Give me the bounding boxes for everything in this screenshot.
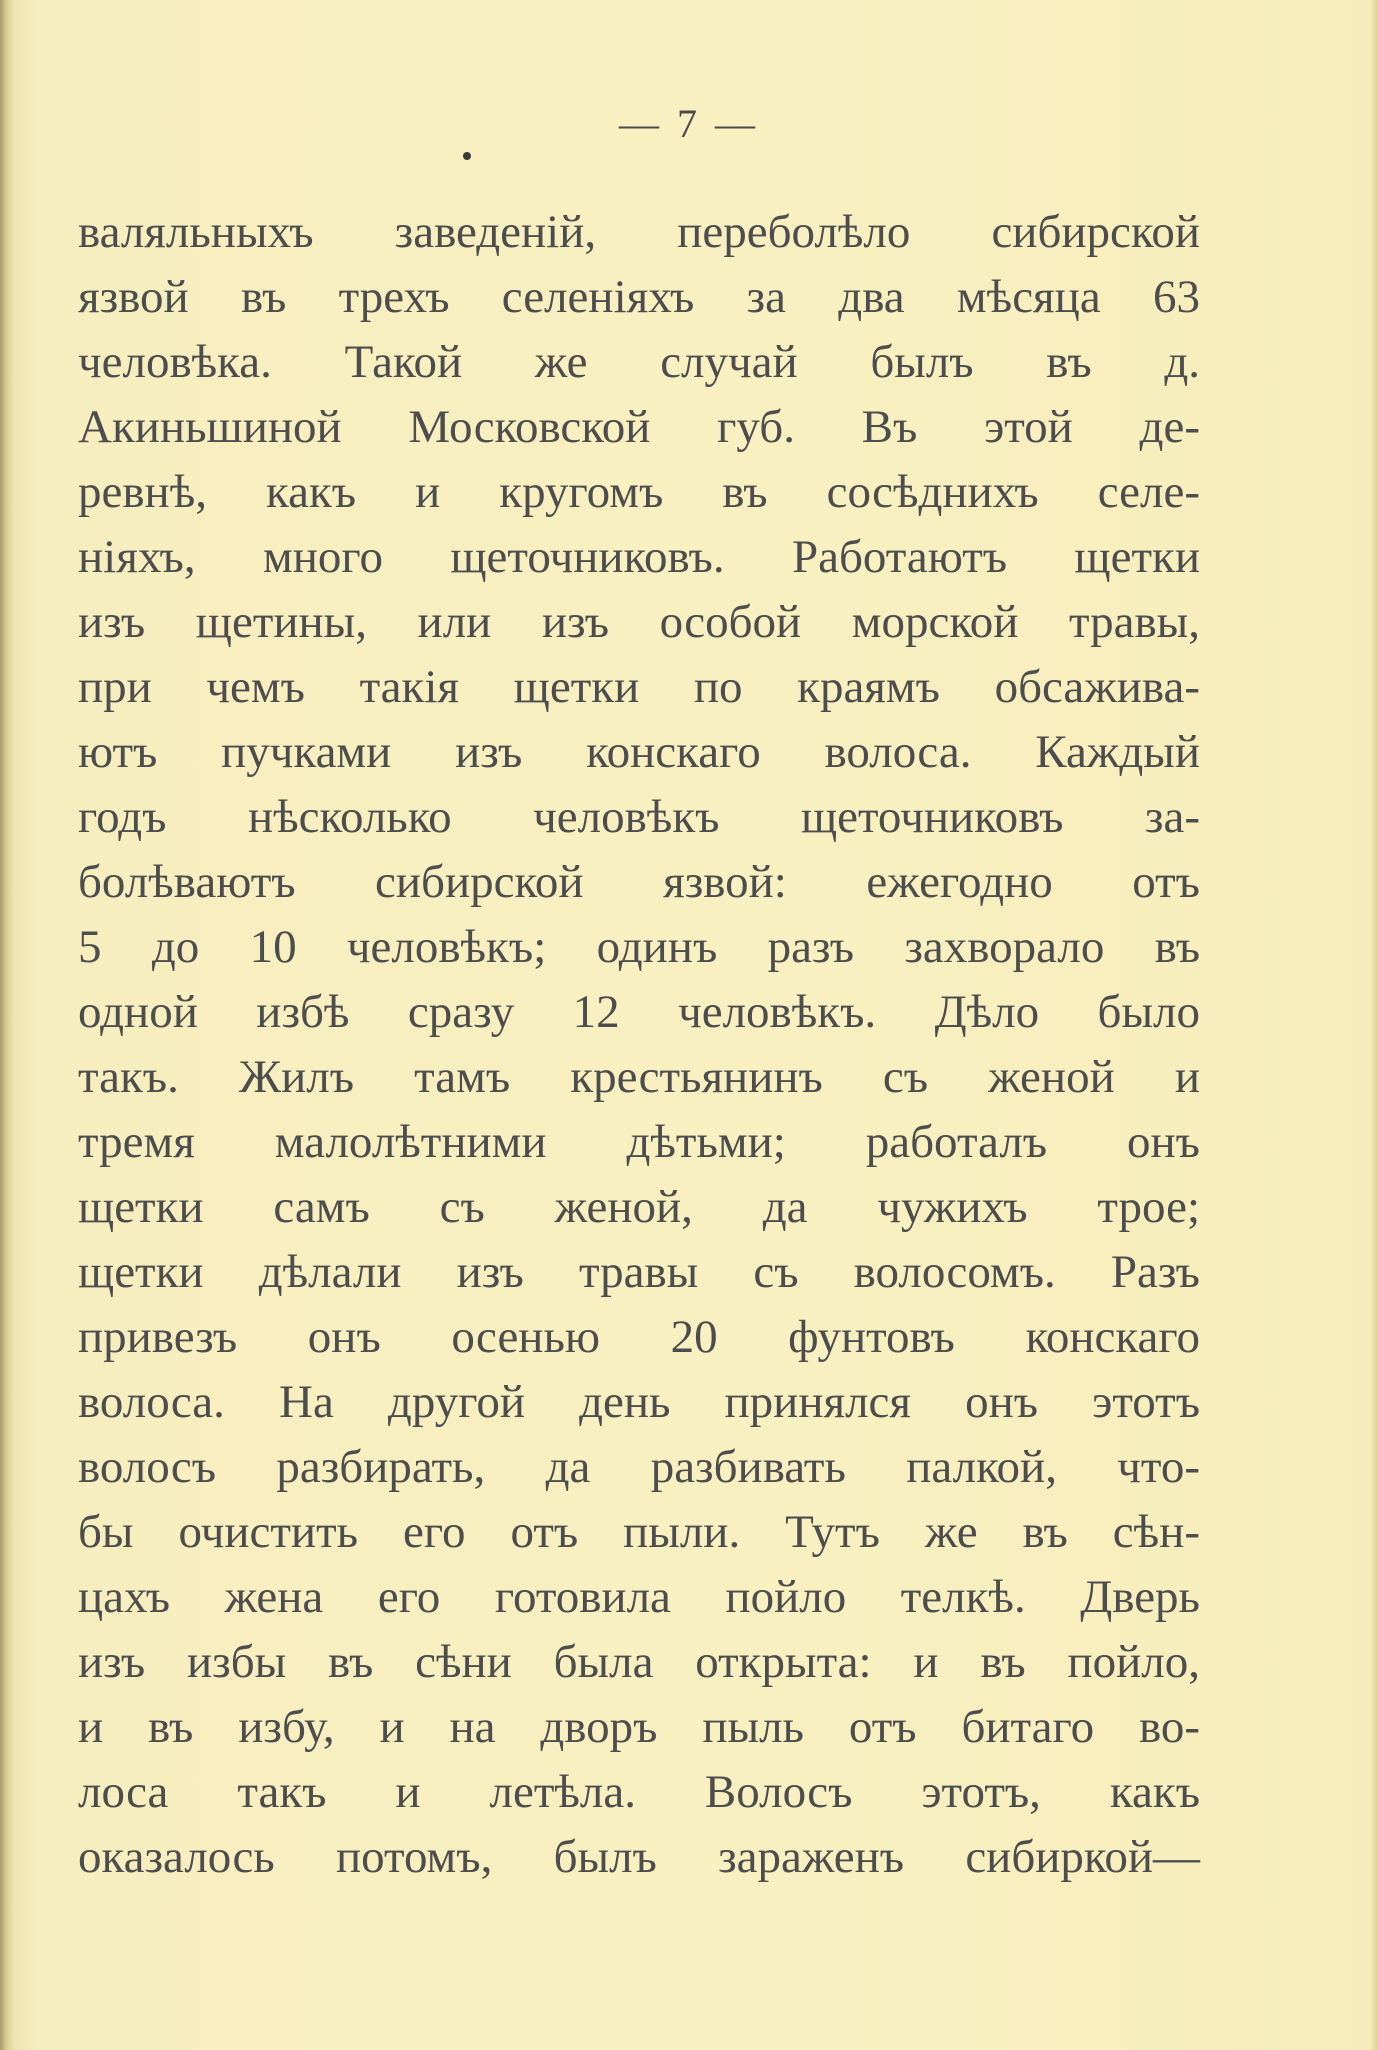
text-line: язвой въ трехъ селеніяхъ за два мѣсяца 63 [78, 271, 1200, 323]
text-line: 5 до 10 человѣкъ; одинъ разъ захворало въ [78, 921, 1200, 973]
text-line: валяльныхъ заведеній, переболѣло сибирской [78, 206, 1200, 258]
text-line: изъ избы въ сѣни была открыта: и въ пойло, [78, 1636, 1200, 1688]
text-line: цахъ жена его готовила пойло телкѣ. Дверь [78, 1571, 1200, 1623]
text-line: оказалось потомъ, былъ зараженъ сибиркой— [78, 1831, 1200, 1883]
text-line: изъ щетины, или изъ особой морской травы, [78, 596, 1200, 648]
text-line: болѣваютъ сибирской язвой: ежегодно отъ [78, 856, 1200, 908]
text-line: Акиньшиной Московской губ. Въ этой де- [78, 401, 1200, 453]
text-line: тремя малолѣтними дѣтьми; работалъ онъ [78, 1116, 1200, 1168]
text-line: привезъ онъ осенью 20 фунтовъ конскаго [78, 1311, 1200, 1363]
text-line: при чемъ такія щетки по краямъ обсажива- [78, 661, 1200, 713]
text-line: такъ. Жилъ тамъ крестьянинъ съ женой и [78, 1051, 1200, 1103]
text-line: одной избѣ сразу 12 человѣкъ. Дѣло было [78, 986, 1200, 1038]
text-line: щетки дѣлали изъ травы съ волосомъ. Разъ [78, 1246, 1200, 1298]
body-text [78, 200, 1200, 1890]
text-line: человѣка. Такой же случай былъ въ д. [78, 336, 1200, 388]
text-line: годъ нѣсколько человѣкъ щеточниковъ за- [78, 791, 1200, 843]
text-line: волосъ разбирать, да разбивать палкой, что- [78, 1441, 1200, 1493]
text-line: волоса. На другой день принялся онъ этотъ [78, 1376, 1200, 1428]
text-line: ютъ пучками изъ конскаго волоса. Каждый [78, 726, 1200, 778]
text-line: и въ избу, и на дворъ пыль отъ битаго во- [78, 1701, 1200, 1753]
text-line: щетки самъ съ женой, да чужихъ трое; [78, 1181, 1200, 1233]
page-edge-shadow [1370, 0, 1378, 2050]
text-line: лоса такъ и летѣла. Волосъ этотъ, какъ [78, 1766, 1200, 1818]
text-line: ніяхъ, много щеточниковъ. Работаютъ щетки [78, 531, 1200, 583]
text-line: бы очистить его отъ пыли. Тутъ же въ сѣн- [78, 1506, 1200, 1558]
ink-speck [463, 152, 471, 160]
page-number: — 7 — [619, 101, 759, 146]
spine-shadow [0, 0, 14, 2050]
text-line: ревнѣ, какъ и кругомъ въ сосѣднихъ селе- [78, 466, 1200, 518]
